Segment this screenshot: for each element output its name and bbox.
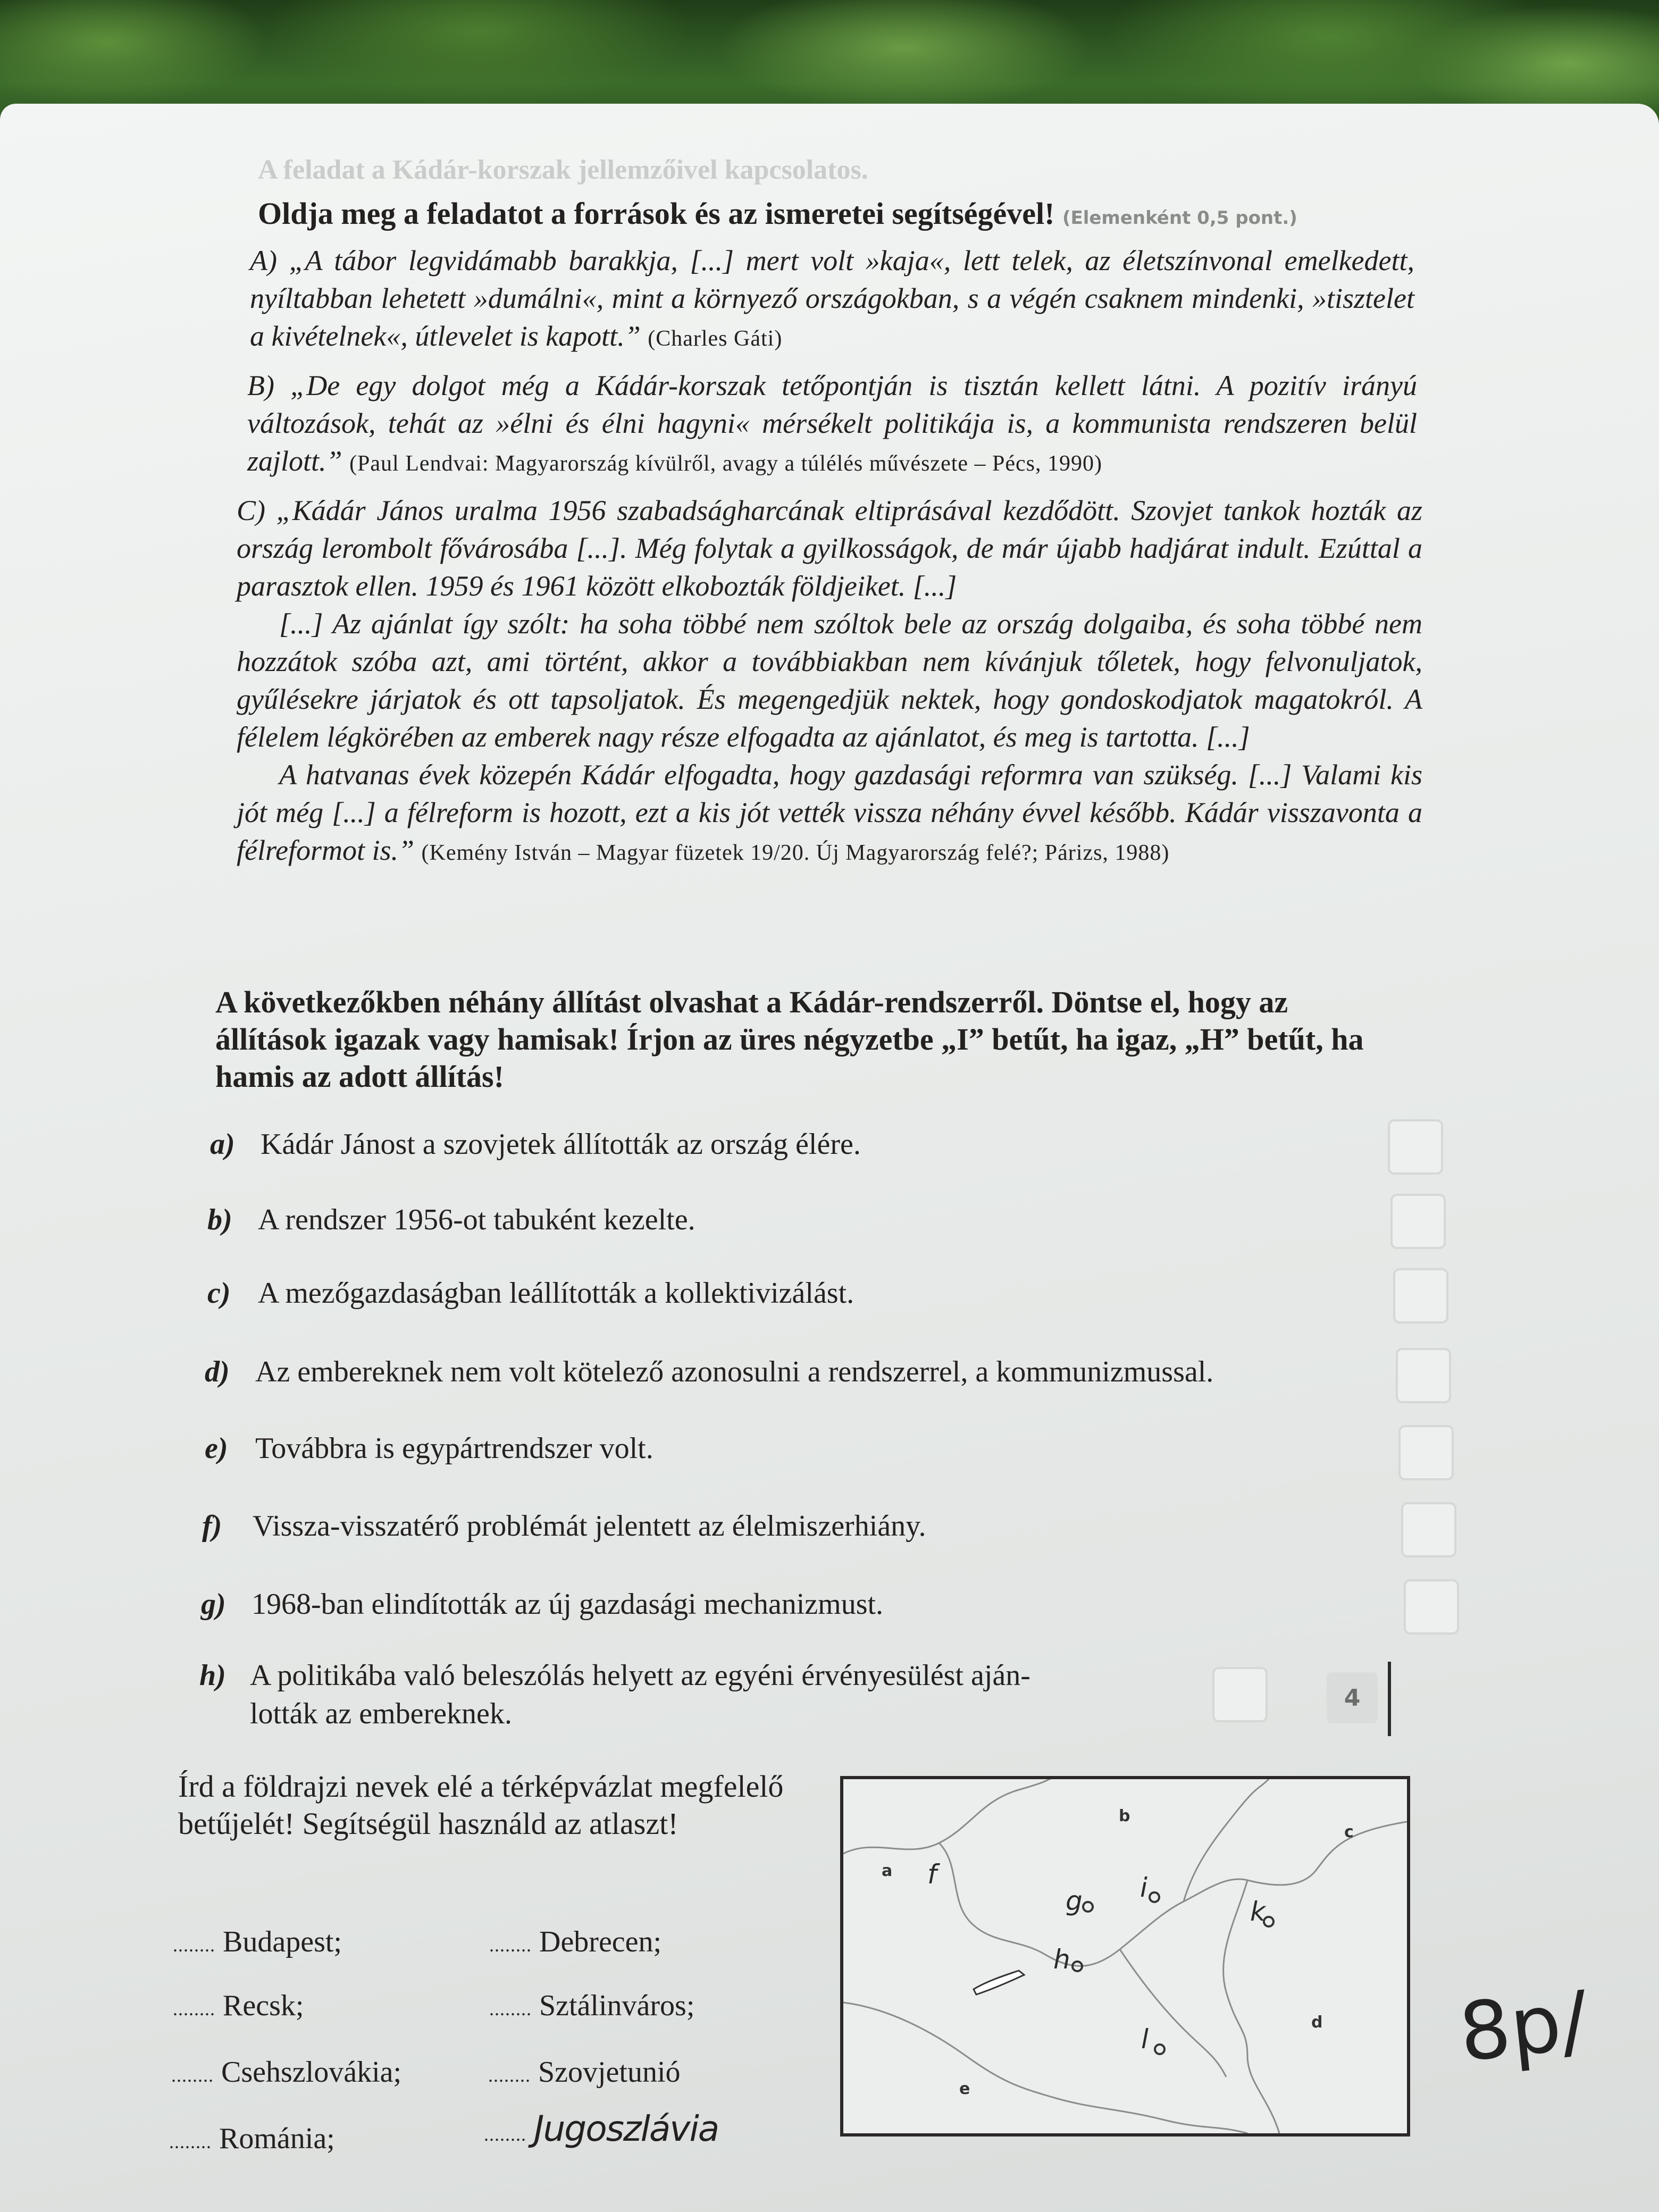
statement-c bbox=[207, 1276, 854, 1310]
place-name: Recsk; bbox=[223, 1989, 304, 2022]
place-name: Szovjetunió bbox=[538, 2056, 681, 2089]
map-handwritten-f: f bbox=[927, 1859, 937, 1890]
statement-letter: c) bbox=[207, 1277, 231, 1310]
statement-text: 1968-ban elindították az új gazdasági mechanizmust. bbox=[252, 1588, 884, 1621]
fill-dots[interactable]: ........ bbox=[484, 2124, 526, 2145]
place-name: Budapest; bbox=[223, 1925, 342, 1958]
fill-szovjetunio bbox=[488, 2055, 681, 2089]
statement-g bbox=[201, 1587, 883, 1621]
source-c-paragraph-3: A hatvanas évek közepén Kádár elfogadta, hogy gazdasági reformra van szükség. [...] Valami kis jót még [...] a félreform is hozott, ezt a kis jót vették vissza néhány évvel később. Kádár visszavonta a félreformot is.” bbox=[237, 759, 1422, 866]
statement-text-cont: lották az embereknek. bbox=[250, 1697, 512, 1730]
answer-box-c[interactable] bbox=[1393, 1268, 1448, 1323]
answer-box-b[interactable] bbox=[1390, 1194, 1446, 1249]
source-c-paragraph-3-wrap bbox=[237, 756, 1422, 872]
map-borders bbox=[843, 1779, 1407, 2133]
map-label-e: e bbox=[959, 2080, 970, 2098]
fill-dots[interactable]: ........ bbox=[173, 1998, 215, 2020]
fill-dots[interactable]: ........ bbox=[489, 1934, 532, 1956]
fill-recsk bbox=[173, 1989, 304, 2023]
map-handwritten-g: g bbox=[1066, 1886, 1083, 1916]
instruction-text: Oldja meg a feladatot a források és az ismeretei segítségével! bbox=[258, 196, 1055, 231]
source-a bbox=[250, 242, 1414, 358]
statement-letter: b) bbox=[207, 1203, 232, 1236]
map-handwritten-k: k bbox=[1250, 1896, 1266, 1927]
task-instruction bbox=[258, 196, 1297, 231]
statement-text: Továbbra is egypártrendszer volt. bbox=[255, 1432, 653, 1465]
statement-letter: a) bbox=[210, 1128, 235, 1161]
answer-box-g[interactable] bbox=[1404, 1579, 1459, 1635]
score-box: 4 bbox=[1327, 1672, 1378, 1723]
answer-box-d[interactable] bbox=[1396, 1348, 1451, 1403]
map-label-a: a bbox=[882, 1862, 893, 1880]
fill-dots[interactable]: ........ bbox=[488, 2065, 531, 2086]
statement-text: Kádár Jánost a szovjetek állították az ország élére. bbox=[261, 1128, 861, 1161]
statement-text: A mezőgazdaságban leállították a kollektivizálást. bbox=[258, 1277, 854, 1310]
true-false-instruction: A következőkben néhány állítást olvashat a Kádár-rendszerről. Döntse el, hogy az állítások igazak vagy hamisak! Írjon az üres négyzetbe „I” betűt, ha igaz, „H” betűt, ha hamis az adott állítás! bbox=[215, 985, 1364, 1094]
fill-dots[interactable]: ........ bbox=[171, 2065, 214, 2086]
map-handwritten-h: h bbox=[1053, 1944, 1070, 1975]
source-c bbox=[237, 492, 1422, 872]
fill-romania bbox=[169, 2122, 335, 2156]
source-c-paragraph-2: [...] Az ajánlat így szólt: ha soha többé nem szóltok bele az ország dolgaiba, és soha többé nem hozzátok szóba azt, ami történt, akkor a továbbiakban nem kívánjuk tőletek, hogy felvonuljatok, gyűlésekre járjatok és ott tapsoljatok. És megengedjük nektek, hogy gondoskodjatok magatokról. A félelem légkörében az emberek nagy része elfogadta az ajánlatot, és meg is tartotta. [...] bbox=[237, 608, 1422, 753]
answer-box-e[interactable] bbox=[1398, 1425, 1454, 1480]
statement-letter: e) bbox=[205, 1432, 228, 1465]
place-name: Sztálinváros; bbox=[539, 1989, 695, 2022]
statement-d bbox=[205, 1355, 1213, 1389]
statement-e bbox=[205, 1431, 653, 1465]
fill-jugoszlavia bbox=[484, 2108, 718, 2149]
source-b-citation: (Paul Lendvai: Magyarország kívülről, avagy a túlélés művészete – Pécs, 1990) bbox=[349, 451, 1102, 476]
statement-text: Vissza-visszatérő problémát jelentett az élelmiszerhiány. bbox=[253, 1510, 926, 1543]
fill-dots[interactable]: ........ bbox=[489, 1998, 532, 2020]
statement-letter: h) bbox=[199, 1659, 226, 1692]
statement-text: A rendszer 1956-ot tabuként kezelte. bbox=[258, 1203, 696, 1236]
score-divider bbox=[1388, 1662, 1391, 1736]
fill-csehszlovakia bbox=[171, 2055, 401, 2089]
statement-text: A politikába való beleszólás helyett az egyéni érvényesülést aján- bbox=[250, 1659, 1030, 1692]
map-handwritten-l: l bbox=[1141, 2024, 1149, 2055]
place-name: Csehszlovákia; bbox=[221, 2056, 402, 2089]
statement-a bbox=[210, 1127, 861, 1161]
statement-letter: d) bbox=[205, 1355, 230, 1388]
source-c-citation: (Kemény István – Magyar füzetek 19/20. Új Magyarország felé?; Párizs, 1988) bbox=[421, 841, 1170, 865]
answer-box-h[interactable] bbox=[1212, 1667, 1268, 1722]
statement-b bbox=[207, 1203, 696, 1237]
map-label-c: c bbox=[1344, 1823, 1354, 1841]
source-b bbox=[247, 367, 1417, 483]
points-note: (Elemenként 0,5 pont.) bbox=[1062, 207, 1297, 229]
map-sketch bbox=[840, 1776, 1410, 2136]
fill-dots[interactable]: ........ bbox=[169, 2131, 212, 2152]
source-b-text: B) „De egy dolgot még a Kádár-korszak tetőpontján is tisztán kellett látni. A pozitív irányú változások, tehát az »élni és élni hagyni« mérsékelt politikája is, a kommunista rendszeren belül zajlott.” bbox=[247, 370, 1417, 477]
answer-box-a[interactable] bbox=[1388, 1119, 1443, 1175]
handwritten-answer: Jugoszlávia bbox=[534, 2108, 719, 2149]
source-a-text: A) „A tábor legvidámabb barakkja, [...] mert volt »kaja«, lett telek, az életszínvonal emelkedett, nyíltabban lehetett »dumálni«, mint a környező országokban, s a végén csaknem mindenki, »tisztelet a kivételnek«, útlevelet is kapott.” bbox=[250, 245, 1414, 352]
map-label-b: b bbox=[1119, 1807, 1130, 1825]
lake-balaton-icon bbox=[974, 1971, 1024, 1995]
statement-letter: f) bbox=[202, 1510, 222, 1543]
place-name: Románia; bbox=[219, 2122, 335, 2155]
faded-task-title: A feladat a Kádár-korszak jellemzőivel kapcsolatos. bbox=[258, 155, 868, 185]
source-c-paragraph-1: C) „Kádár János uralma 1956 szabadságharcának eltiprásával kezdődött. Szovjet tankok hozták az ország lerombolt fővárosába [...]. Még folytak a gyilkosságok, de már újabb hadjárat indult. Ezúttal a parasztok ellen. 1959 és 1961 között elkobozták földjeiket. [...] bbox=[237, 495, 1422, 602]
statement-text: Az embereknek nem volt kötelező azonosulni a rendszerrel, a kommunizmussal. bbox=[255, 1355, 1214, 1388]
fill-sztalinvaros bbox=[489, 1989, 694, 2023]
statement-f bbox=[202, 1509, 926, 1543]
place-name: Debrecen; bbox=[539, 1925, 662, 1958]
statement-h bbox=[199, 1656, 1030, 1733]
map-label-d: d bbox=[1311, 2013, 1323, 2032]
handwritten-grade: 8p/ bbox=[1455, 1974, 1593, 2080]
statement-letter: g) bbox=[201, 1588, 226, 1621]
map-handwritten-i: i bbox=[1140, 1872, 1147, 1903]
geography-instruction: Írd a földrajzi nevek elé a térképvázlat megfelelő betűjelét! Segítségül használd az atlaszt! bbox=[178, 1769, 784, 1841]
answer-box-f[interactable] bbox=[1401, 1502, 1456, 1557]
fill-budapest bbox=[173, 1925, 342, 1959]
source-a-citation: (Charles Gáti) bbox=[648, 326, 783, 351]
fill-dots[interactable]: ........ bbox=[173, 1934, 215, 1956]
fill-debrecen bbox=[489, 1925, 661, 1959]
